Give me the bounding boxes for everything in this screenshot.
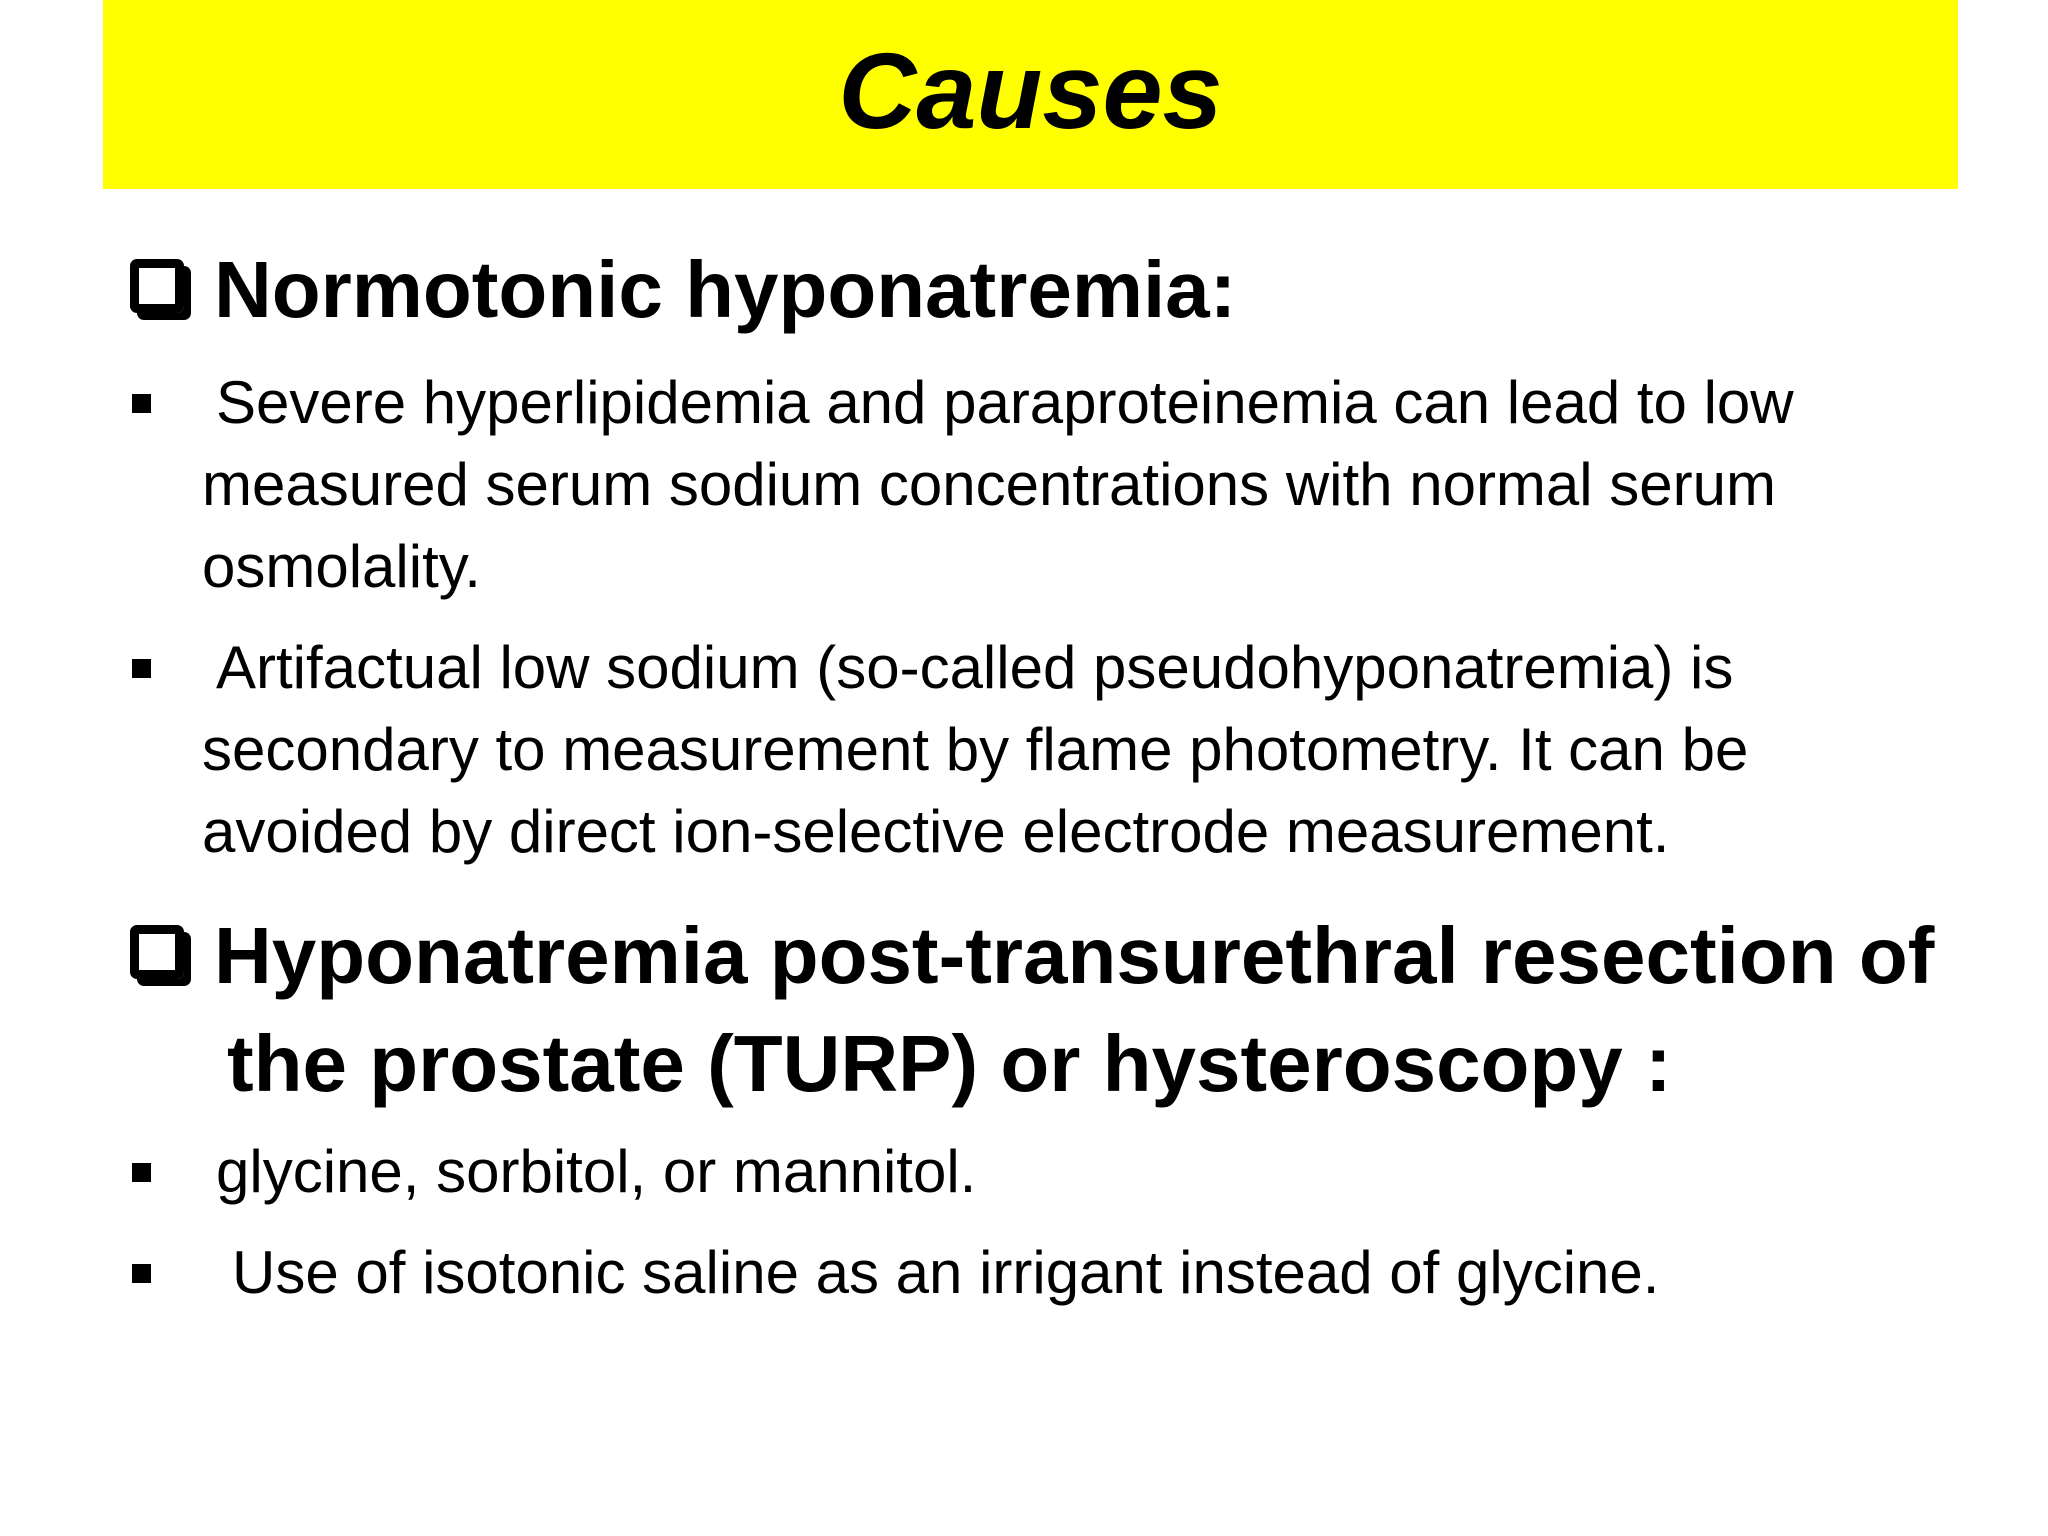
list-item-text: Use of isotonic saline as an irrigant instead of glycine. [232,1239,1660,1306]
list-item-text: Severe hyperlipidemia and paraproteinemia can lead to low measured serum sodium concentrations with normal serum osmolality. [202,369,1794,600]
square-bullet-icon [132,659,151,678]
section-heading-normotonic [130,236,2047,344]
list-item-text: Artifactual low sodium (so-called pseudohyponatremia) is secondary to measurement by flame photometry. It can be avoided by direct ion-selective electrode measurement. [202,634,1749,865]
section-heading-text: Hyponatremia post-transurethral resection of the prostate (TURP) or hysteroscopy : [214,911,1935,1108]
list-item-text: glycine, sorbitol, or mannitol. [216,1138,977,1205]
list-item [130,627,1930,873]
square-bullet-icon [132,394,151,413]
section-heading-turp [130,902,2047,1118]
list-item [130,362,1930,608]
slide-title: Causes [838,29,1223,151]
square-bullet-icon [132,1163,151,1182]
list-item [130,1131,1930,1213]
square-bullet-icon [132,1264,151,1283]
checkbox-icon [130,259,184,313]
section-heading-text: Normotonic hyponatremia: [214,245,1237,334]
list-item [130,1232,1930,1314]
checkbox-icon [130,925,184,979]
title-bar [103,0,1958,189]
